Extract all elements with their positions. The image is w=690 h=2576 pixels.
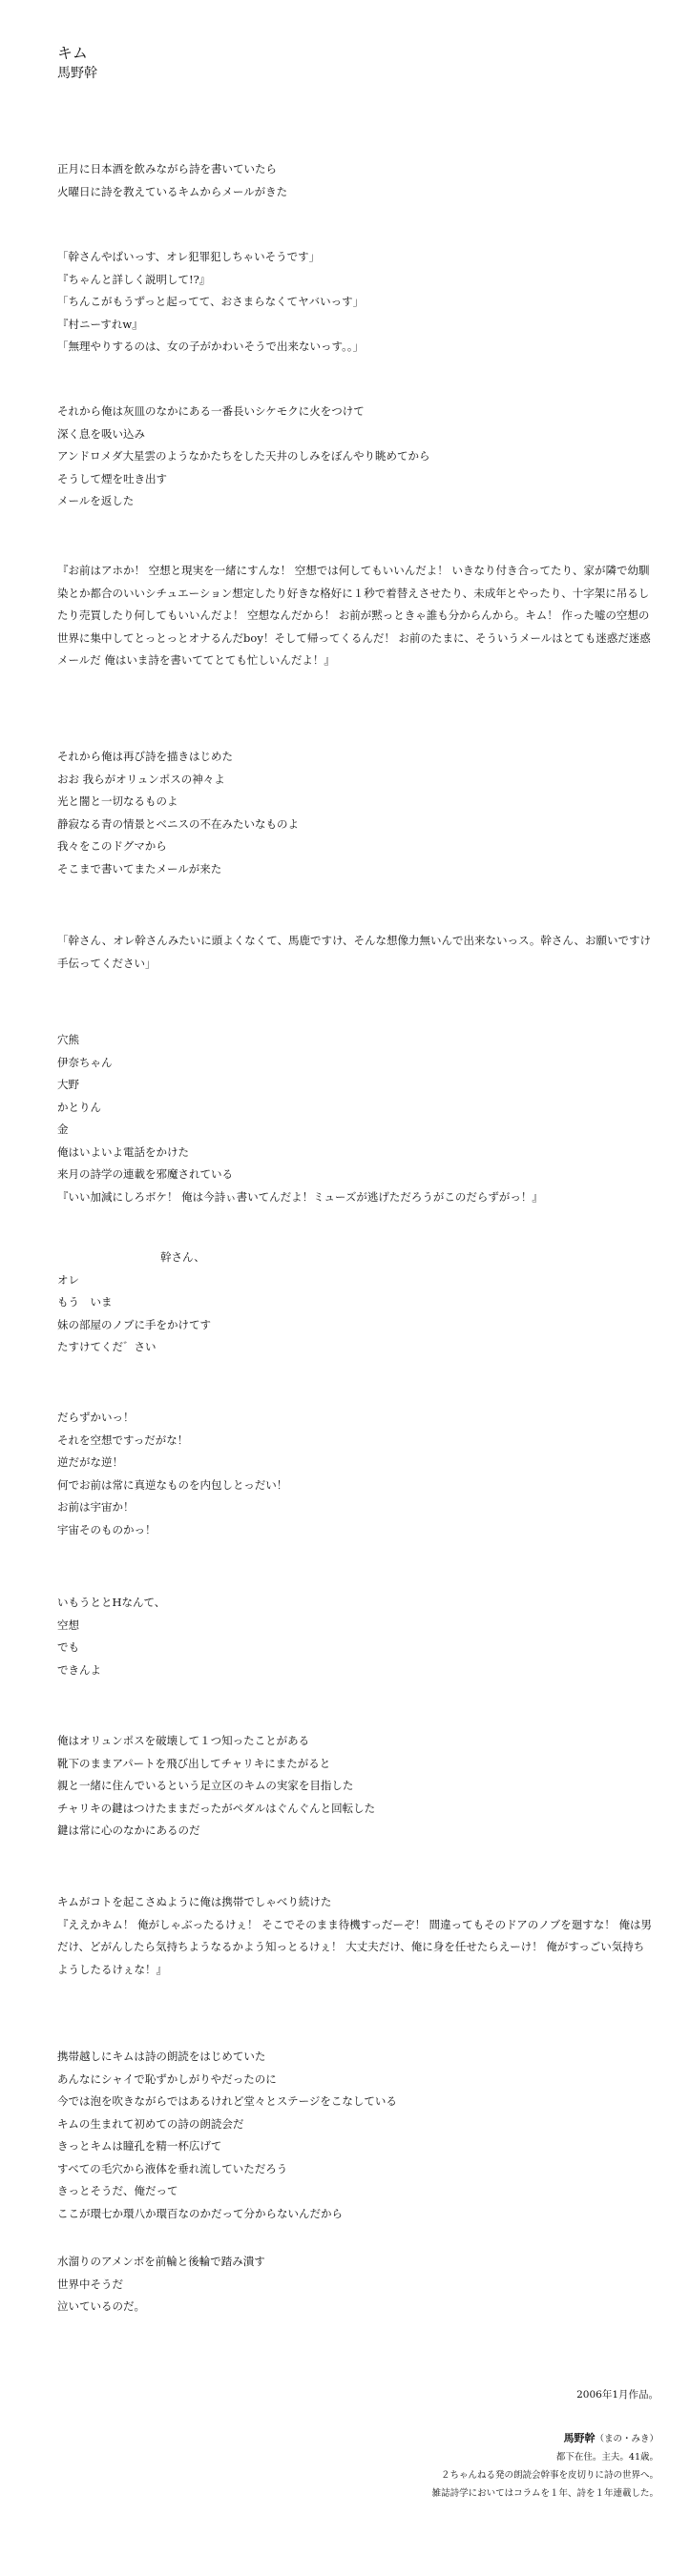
poem-line: 逆だがな逆！ [57,1455,123,1469]
poem-line: 靴下のままアパートを飛び出してチャリキにまたがると [57,1756,331,1770]
poem-line-indented: 幹さん、 [160,1250,205,1264]
stanza-13 [57,2046,654,2225]
poem-line: そこまで書いてまたメールが来た [57,861,222,876]
poem-paragraph: 『ええかキム！ 俺がしゃぶったるけぇ！ そこでそのまま待機すっだーぞ！ 間違ってもそのドアのノブを廻すな！ 俺は男だけ、どがんしたら気持ちようなるかよう知っとるけぇ！ 大丈夫だけ、俺に身を任せたらえーけ！ 俺がすっごい気持ちようしたるけぇな！』 [57,1917,652,1976]
poem-line: あんなにシャイで恥ずかしがりやだったのに [57,2071,277,2086]
poem-line: 妹の部屋のノブに手をかけてす [57,1317,211,1331]
poem-line: きっとキムは瞳孔を精一杯広げて [57,2139,222,2153]
stanza-9 [57,1407,654,1541]
stanza-7 [57,1029,654,1208]
poem-line: 親と一緒に住んでいるという足立区のキムの実家を目指した [57,1779,354,1792]
poem-line: 水溜りのアメンボを前輪と後輪で踏み潰す [57,2255,265,2268]
poem-line: 今では泡を吹きながらではあるけれど堂々とステージをこなしている [57,2094,397,2108]
poem-line: 大野 [57,1078,79,1091]
stanza-14 [57,2251,654,2318]
poem-line: 「ちんこがもうずっと起ってて、おさまらなくてヤバいっす」 [57,295,365,308]
stanza-8 [57,1247,654,1359]
poem-line: お前は宇宙か！ [57,1500,135,1514]
poem-line: 『ちゃんと詳しく説明して!?』 [57,272,211,286]
poem-line: キムの生まれて初めての詩の朗読会だ [57,2116,244,2131]
poem-line: 来月の詩学の連載を邪魔されている [57,1167,233,1181]
stanza-12 [57,1891,654,1981]
poem-line: 『村ニーすれw』 [57,317,143,331]
poem-line: 俺はいよいよ電話をかけた [57,1144,189,1159]
stanza-5 [57,746,654,880]
poem-line: でも [57,1640,79,1654]
poem-line: 静寂なる青の情景とベニスの不在みたいなものよ [57,816,299,831]
stanza-1 [57,158,654,203]
poem-line: ここが環七か環八か環百なのかだって分からないんだから [57,2206,343,2220]
poem-line: 深く息を吸い込み [57,426,145,441]
stanza-6 [57,930,654,975]
poem-line: それから俺は再び詩を描きはじめた [57,750,233,763]
poem-line: 俺はオリュンポスを破壊して１つ知ったことがある [57,1734,310,1747]
bio-line: ２ちゃんねる発の朗読会幹事を皮切りに詩の世界へ。 [440,2470,659,2481]
poem-line: 光と闇と一切なるものよ [57,794,178,808]
poem-line: すべての毛穴から液体を垂れ流していただろう [57,2161,288,2175]
author-reading: （まの・みき） [595,2434,659,2444]
poem-line: メールを返した [57,494,135,507]
poem-line: 携帯越しにキムは詩の朗読をはじめていた [57,2050,266,2063]
poem-line: きっとそうだ、俺だって [57,2184,178,2197]
poem-paragraph: 「幹さん、オレ幹さんみたいに頭よくなくて、馬鹿ですけ、そんな想像力無いんで出来ないっス。幹さん、お願いですけ手伝ってください」 [57,934,652,970]
poem-line: 「無理やりするのは、女の子がかわいそうで出来ないっす。。」 [57,340,365,353]
poem-line: チャリキの鍵はつけたままだったがペダルはぐんぐんと回転した [57,1801,376,1815]
poem-line: アンドロメダ大星雲のようなかたちをした天井のしみをぼんやり眺めてから [57,449,430,463]
poem-line: もう いま [57,1295,113,1309]
poem-line: 泣いているのだ。 [57,2299,145,2313]
stanza-3 [57,401,654,513]
poem-line: そうして煙を吐き出す [57,471,167,485]
bio-line: 都下在住。主夫。41歳。 [555,2452,659,2463]
stanza-10 [57,1592,654,1681]
poem-title: キム [57,44,88,62]
poem-line: キムがコトを起こさぬように俺は携帯でしゃべり続けた [57,1895,332,1908]
poem-line: 金 [57,1123,69,1136]
poem-line: 我々をこのドグマから [57,839,167,853]
poem-line: それから俺は灰皿のなかにある一番長いシケモクに火をつけて [57,404,365,418]
author-credit [162,2429,659,2449]
poem-line: 鍵は常に心のなかにあるのだ [57,1824,200,1837]
bio-line: 雑誌詩学においてはコラムを１年、詩を１年連載した。 [431,2488,659,2499]
author-name: 馬野幹 [563,2432,596,2444]
stanza-11 [57,1730,654,1843]
poem-paragraph: 『お前はアホか！ 空想と現実を一緒にすんな！ 空想では何してもいいんだよ！ いきなり付き合ってたり、家が隣で幼馴染とか都合のいいシチュエーション想定したり好きな格好に１秒で着替えさせたり、未成年とやったり、十字架に吊るしたり売買したり何してもいいんだよ！ 空想なんだから！ お前が黙っときゃ誰も分からんから。キム！ 作った嘘の空想の世界に集中してとっとっとオナるんだboy！そして帰ってくるんだ！ お前のたまに、そういうメールはとても迷惑だ迷惑メールだ 俺はいま詩を書いててとても忙しいんだよ！』 [57,564,651,667]
author-bio [162,2448,659,2503]
poem-line: 『いい加減にしろボケ！ 俺は今詩ぃ書いてんだよ！ミューズが逃げただろうがこのだらずがっ！』 [57,1189,543,1204]
poem-line: オレ [57,1272,79,1287]
poem-line: 「幹さんやばいっす、オレ犯罪犯しちゃいそうです」 [57,250,321,263]
poem-line: 空想 [57,1618,79,1632]
poem-line: いもうととHなんて、 [57,1596,166,1609]
poem-line: 穴熊 [57,1033,79,1046]
poem-line: 世界中そうだ [57,2277,123,2291]
poem-line: だらずかいっ！ [57,1411,135,1424]
stanza-2 [57,246,654,359]
composition-date [162,2385,659,2404]
poem-line: できんよ [57,1662,101,1677]
poem-line: 火曜日に詩を教えているキムからメールがきた [57,184,288,198]
poem-line: おお 我らがオリュンポスの神々よ [57,772,225,786]
stanza-4 [57,560,654,672]
poem-line: 正月に日本酒を飲みながら詩を書いていたら [57,162,277,175]
poem-line: それを空想ですっだがな！ [57,1432,189,1447]
poem-line: 伊奈ちゃん [57,1055,113,1069]
poem-line: かとりん [57,1100,101,1114]
poem-line: 宇宙そのものかっ！ [57,1522,157,1536]
poem-line: 何でお前は常に真逆なものを内包しとっだい！ [57,1477,288,1492]
date-text: 2006年1月作品。 [576,2389,659,2401]
poem-author: 馬野幹 [57,66,97,81]
poem-line: たすけてくだ゛さい [57,1340,157,1353]
